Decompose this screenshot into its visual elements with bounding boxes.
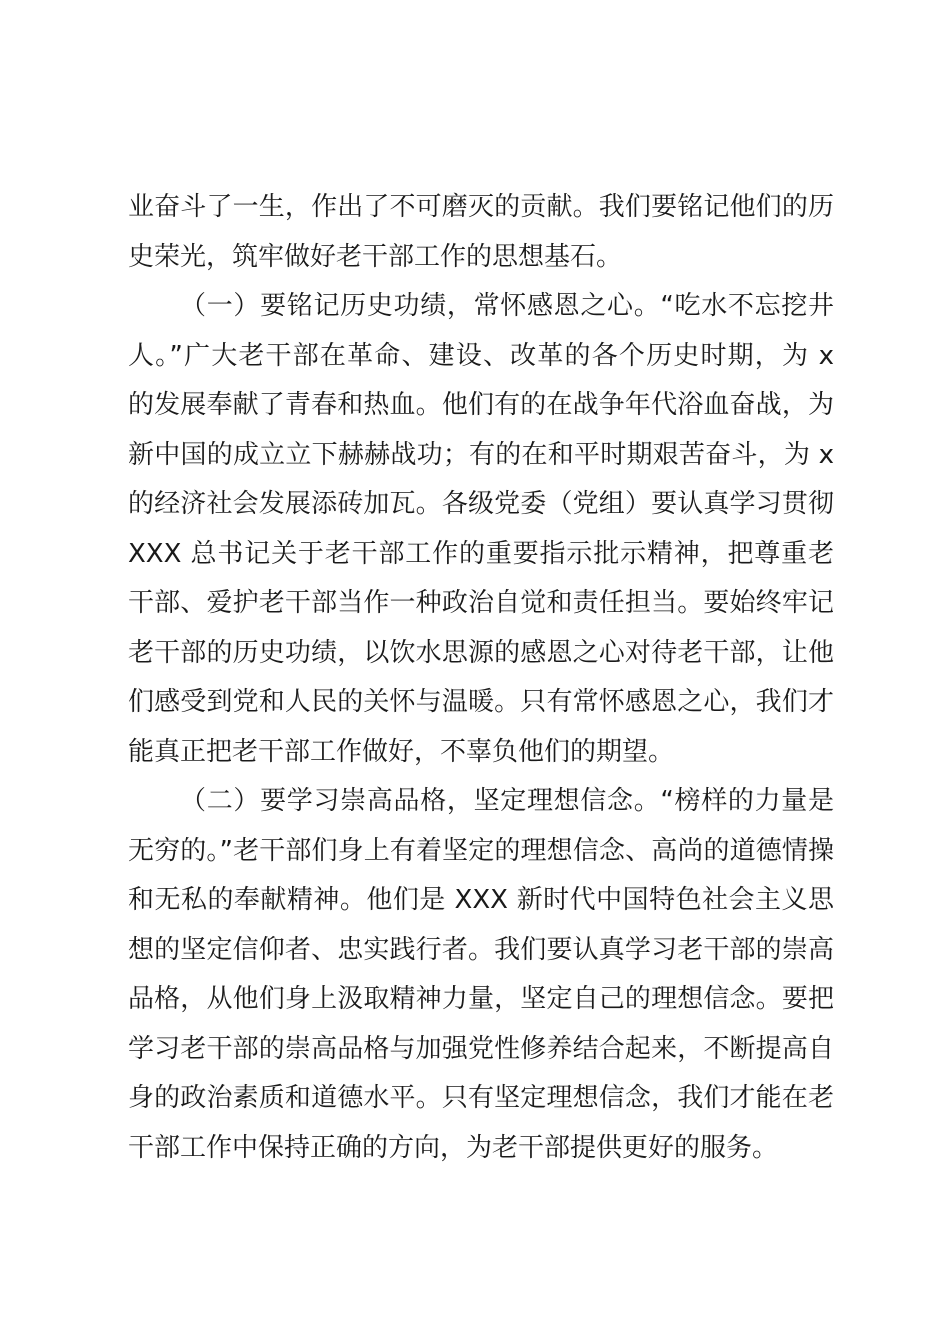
paragraph-continuation: 业奋斗了一生，作出了不可磨灭的贡献。我们要铭记他们的历史荣光，筑牢做好老干部工作的思想基石。: [128, 192, 834, 272]
paragraph-section-one: （一）要铭记历史功绩，常怀感恩之心。“吃水不忘挖井人。”广大老干部在革命、建设、改革的各个历史时期，为 x 的发展奉献了青春和热血。他们有的在战争年代浴血奋战，为新中国的成立立下赫赫战功；有的在和平时期艰苦奋斗，为 x 的经济社会发展添砖加瓦。各级党委（党组）要认真学习贯彻 XXX 总书记关于老干部工作的重要指示批示精神，把尊重老干部、爱护老干部当作一种政治自觉和责任担当。要始终牢记老干部的历史功绩，以饮水思源的感恩之心对待老干部，让他们感受到党和人民的关怀与温暖。只有常怀感恩之心，我们才能真正把老干部工作做好，不辜负他们的期望。: [128, 291, 834, 767]
document-body: [128, 183, 834, 1173]
paragraph-section-two: （二）要学习崇高品格，坚定理想信念。“榜样的力量是无穷的。”老干部们身上有着坚定的理想信念、高尚的道德情操和无私的奉献精神。他们是 XXX 新时代中国特色社会主义思想的坚定信仰者、忠实践行者。我们要认真学习老干部的崇高品格，从他们身上汲取精神力量，坚定自己的理想信念。要把学习老干部的崇高品格与加强党性修养结合起来，不断提高自身的政治素质和道德水平。只有坚定理想信念，我们才能在老干部工作中保持正确的方向，为老干部提供更好的服务。: [128, 786, 834, 1163]
